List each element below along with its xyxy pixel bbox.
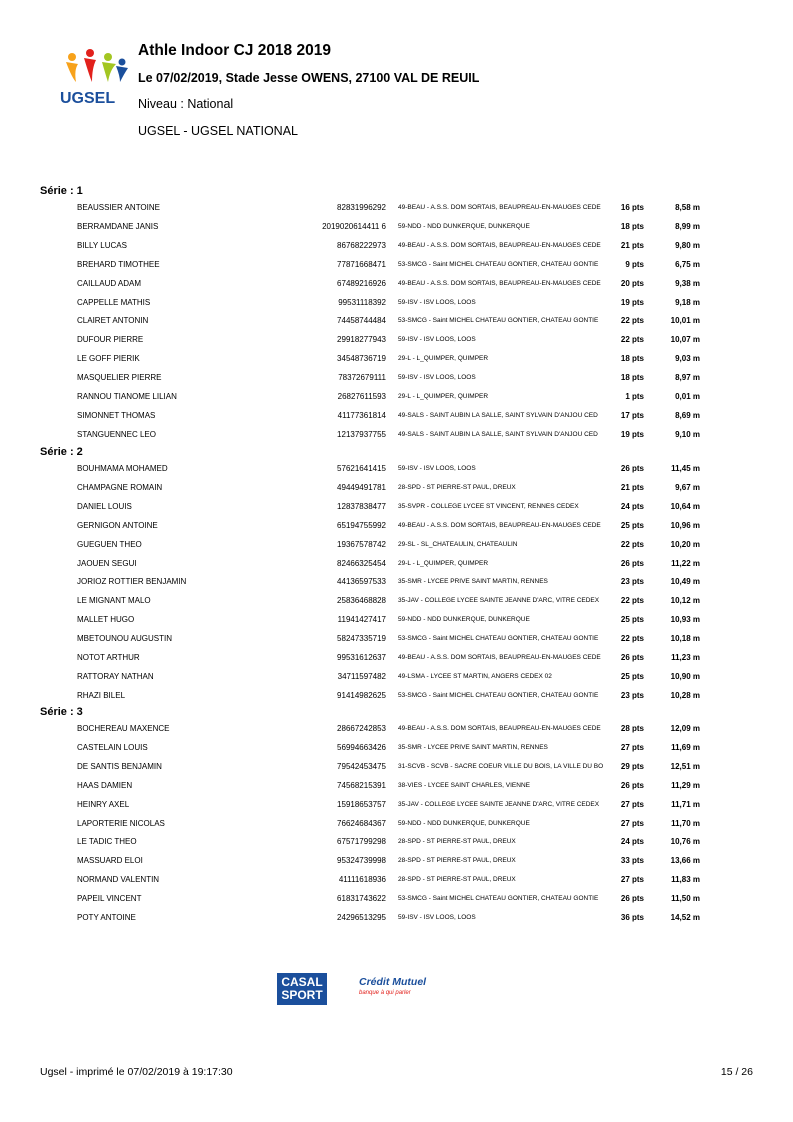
club-name: 31-SCVB - SCVB - SACRE COEUR VILLE DU BOIS, LA VILLE DU BO bbox=[398, 762, 604, 770]
event-date-venue: Le 07/02/2019, Stade Jesse OWENS, 27100 VAL DE REUIL bbox=[138, 71, 480, 85]
performance: 11,23 m bbox=[671, 653, 700, 662]
license-number: 41111618936 bbox=[338, 875, 386, 885]
result-row bbox=[0, 575, 793, 589]
club-name: 49-BEAU - A.S.S. DOM SORTAIS, BEAUPREAU-EN-MAUGES CEDE bbox=[398, 521, 601, 529]
athlete-name: MBETOUNOU AUGUSTIN bbox=[77, 634, 172, 644]
result-row bbox=[0, 689, 793, 703]
club-name: 35-JAV - COLLEGE LYCEE SAINTE JEANNE D'ARC, VITRE CEDEX bbox=[398, 800, 600, 808]
performance: 12,51 m bbox=[670, 761, 700, 771]
club-name: 53-SMCG - Saint MICHEL CHATEAU GONTIER, CHATEAU GONTIE bbox=[398, 317, 599, 325]
event-organizer: UGSEL - UGSEL NATIONAL bbox=[138, 124, 298, 138]
athlete-name: SIMONNET THOMAS bbox=[77, 410, 156, 420]
athlete-name: JAOUEN SEGUI bbox=[77, 558, 137, 568]
performance: 10,76 m bbox=[670, 837, 700, 847]
result-row bbox=[0, 817, 793, 831]
athlete-name: BOUHMAMA MOHAMED bbox=[77, 464, 168, 473]
points: 26 pts bbox=[620, 464, 644, 473]
athlete-name: BERRAMDANE JANIS bbox=[77, 221, 159, 231]
points: 25 pts bbox=[620, 671, 644, 681]
performance: 11,22 m bbox=[671, 558, 700, 568]
points: 18 pts bbox=[620, 373, 644, 383]
points: 19 pts bbox=[620, 429, 644, 439]
club-name: 38-VIES - LYCEE SAINT CHARLES, VIENNE bbox=[398, 781, 530, 789]
result-row bbox=[0, 258, 793, 272]
athlete-name: DANIEL LOUIS bbox=[77, 501, 132, 511]
performance: 11,71 m bbox=[671, 799, 700, 809]
club-name: 35-JAV - COLLEGE LYCEE SAINTE JEANNE D'ARC, VITRE CEDEX bbox=[398, 597, 600, 605]
result-row bbox=[0, 835, 793, 849]
result-row bbox=[0, 390, 793, 404]
athlete-name: HEINRY AXEL bbox=[77, 799, 130, 809]
athlete-name: STANGUENNEC LEO bbox=[77, 429, 156, 439]
result-row bbox=[0, 779, 793, 793]
points: 25 pts bbox=[620, 615, 644, 625]
result-row bbox=[0, 873, 793, 887]
result-row bbox=[0, 333, 793, 347]
result-row bbox=[0, 613, 793, 627]
license-number: 15918653757 bbox=[337, 799, 386, 809]
performance: 10,01 m bbox=[670, 316, 700, 326]
performance: 11,69 m bbox=[671, 742, 700, 752]
athlete-name: JORIOZ ROTTIER BENJAMIN bbox=[77, 577, 187, 587]
club-name: 28-SPD - ST PIERRE-ST PAUL, DREUX bbox=[398, 876, 516, 884]
result-row bbox=[0, 371, 793, 385]
club-name: 29-SL - SL_CHATEAULIN, CHATEAULIN bbox=[398, 540, 518, 548]
athlete-name: RHAZI BILEL bbox=[77, 690, 126, 700]
license-number: 28667242853 bbox=[337, 724, 386, 733]
club-name: 29-L - L_QUIMPER, QUIMPER bbox=[398, 355, 489, 363]
performance: 9,38 m bbox=[675, 278, 700, 288]
license-number: 56994663426 bbox=[337, 742, 386, 752]
result-row bbox=[0, 239, 793, 253]
result-row bbox=[0, 594, 793, 608]
points: 22 pts bbox=[620, 539, 644, 549]
license-number: 67489216926 bbox=[337, 278, 386, 288]
club-name: 28-SPD - ST PIERRE-ST PAUL, DREUX bbox=[398, 857, 516, 865]
club-name: 49-BEAU - A.S.S. DOM SORTAIS, BEAUPREAU-EN-MAUGES CEDE bbox=[398, 725, 601, 732]
athlete-name: LE GOFF PIERIK bbox=[77, 354, 140, 364]
result-row bbox=[0, 201, 793, 215]
license-number: 99531612637 bbox=[337, 653, 386, 662]
athlete-name: LE TADIC THEO bbox=[77, 837, 137, 847]
club-name: 59-ISV - ISV LOOS, LOOS bbox=[398, 336, 476, 344]
points: 24 pts bbox=[620, 501, 644, 511]
points: 27 pts bbox=[620, 799, 644, 809]
logo-figure-blue bbox=[119, 59, 126, 66]
club-name: 49-SALS - SAINT AUBIN LA SALLE, SAINT SYLVAIN D'ANJOU CED bbox=[398, 411, 598, 419]
casal-sport-logo: CASAL SPORT bbox=[277, 973, 327, 1005]
license-number: 67571799298 bbox=[337, 837, 386, 847]
license-number: 12837838477 bbox=[337, 501, 386, 511]
license-number: 74458744484 bbox=[337, 316, 386, 326]
club-name: 53-SMCG - Saint MICHEL CHATEAU GONTIER, CHATEAU GONTIE bbox=[398, 635, 599, 643]
performance: 11,70 m bbox=[671, 818, 700, 828]
club-name: 35-SVPR - COLLEGE LYCEE ST VINCENT, RENNES CEDEX bbox=[398, 502, 579, 510]
result-row bbox=[0, 352, 793, 366]
performance: 11,45 m bbox=[671, 464, 700, 473]
result-row bbox=[0, 462, 793, 476]
athlete-name: GERNIGON ANTOINE bbox=[77, 520, 158, 530]
result-row bbox=[0, 220, 793, 234]
club-name: 29-L - L_QUIMPER, QUIMPER bbox=[398, 393, 489, 400]
points: 26 pts bbox=[620, 653, 644, 662]
points: 20 pts bbox=[620, 278, 644, 288]
performance: 10,93 m bbox=[670, 615, 700, 625]
athlete-name: DUFOUR PIERRE bbox=[77, 335, 144, 345]
athlete-name: PAPEIL VINCENT bbox=[77, 894, 142, 904]
points: 19 pts bbox=[620, 297, 644, 307]
club-name: 49-SALS - SAINT AUBIN LA SALLE, SAINT SYLVAIN D'ANJOU CED bbox=[398, 430, 598, 438]
result-row bbox=[0, 632, 793, 646]
license-number: 74568215391 bbox=[337, 780, 386, 790]
performance: 8,99 m bbox=[675, 221, 700, 231]
club-name: 29-L - L_QUIMPER, QUIMPER bbox=[398, 559, 489, 567]
club-name: 35-SMR - LYCEE PRIVE SAINT MARTIN, RENNES bbox=[398, 743, 548, 751]
points: 26 pts bbox=[620, 894, 644, 904]
club-name: 49-LSMA - LYCEE ST MARTIN, ANGERS CEDEX 02 bbox=[398, 672, 552, 680]
points: 1 pts bbox=[625, 392, 644, 401]
logo-text: UGSEL bbox=[60, 90, 116, 107]
performance: 11,83 m bbox=[671, 875, 700, 885]
license-number: 25836468828 bbox=[337, 596, 386, 606]
performance: 10,07 m bbox=[670, 335, 700, 345]
license-number: 11941427417 bbox=[337, 615, 386, 625]
license-number: 2019020614411 6 bbox=[322, 221, 386, 231]
result-row bbox=[0, 538, 793, 552]
club-name: 59-ISV - ISV LOOS, LOOS bbox=[398, 298, 476, 306]
performance: 9,67 m bbox=[675, 482, 700, 492]
athlete-name: NORMAND VALENTIN bbox=[77, 875, 160, 885]
performance: 9,80 m bbox=[675, 240, 700, 250]
points: 17 pts bbox=[620, 410, 644, 420]
athlete-name: BOCHEREAU MAXENCE bbox=[77, 724, 170, 733]
performance: 10,18 m bbox=[670, 634, 700, 644]
license-number: 61831743622 bbox=[337, 894, 386, 904]
performance: 8,97 m bbox=[675, 373, 700, 383]
club-name: 53-SMCG - Saint MICHEL CHATEAU GONTIER, CHATEAU GONTIE bbox=[398, 895, 599, 903]
performance: 10,64 m bbox=[670, 501, 700, 511]
logo-figure-green bbox=[104, 53, 112, 61]
performance: 12,09 m bbox=[670, 724, 700, 733]
performance: 10,12 m bbox=[670, 596, 700, 606]
logo-figure-red bbox=[86, 49, 94, 57]
points: 27 pts bbox=[620, 742, 644, 752]
athlete-name: GUEGUEN THEO bbox=[77, 539, 142, 549]
performance: 0,01 m bbox=[675, 392, 700, 401]
license-number: 99531118392 bbox=[338, 297, 386, 307]
athlete-name: DE SANTIS BENJAMIN bbox=[77, 761, 162, 771]
points: 36 pts bbox=[620, 913, 644, 922]
club-name: 28-SPD - ST PIERRE-ST PAUL, DREUX bbox=[398, 483, 516, 491]
performance: 10,96 m bbox=[670, 520, 700, 530]
performance: 9,03 m bbox=[675, 354, 700, 364]
points: 28 pts bbox=[620, 724, 644, 733]
performance: 11,50 m bbox=[671, 894, 700, 904]
license-number: 91414982625 bbox=[337, 690, 386, 700]
points: 18 pts bbox=[620, 221, 644, 231]
club-name: 59-ISV - ISV LOOS, LOOS bbox=[398, 374, 476, 382]
performance: 8,58 m bbox=[675, 203, 700, 212]
athlete-name: NOTOT ARTHUR bbox=[77, 653, 140, 662]
license-number: 34711597482 bbox=[337, 671, 386, 681]
footer-page-number: 15 / 26 bbox=[720, 1066, 753, 1078]
logo-figure-orange bbox=[68, 53, 76, 61]
points: 26 pts bbox=[620, 780, 644, 790]
footer-print-date: Ugsel - imprimé le 07/02/2019 à 19:17:30 bbox=[40, 1066, 233, 1078]
license-number: 76624684367 bbox=[337, 818, 386, 828]
points: 24 pts bbox=[620, 837, 644, 847]
performance: 8,69 m bbox=[675, 410, 700, 420]
points: 29 pts bbox=[620, 761, 644, 771]
performance: 10,49 m bbox=[670, 577, 700, 587]
result-row bbox=[0, 911, 793, 925]
club-name: 49-BEAU - A.S.S. DOM SORTAIS, BEAUPREAU-EN-MAUGES CEDE bbox=[398, 279, 601, 287]
page-title: Athle Indoor CJ 2018 2019 bbox=[138, 42, 331, 59]
performance: 10,28 m bbox=[670, 690, 700, 700]
result-row bbox=[0, 722, 793, 736]
license-number: 12137937755 bbox=[337, 429, 386, 439]
club-name: 53-SMCG - Saint MICHEL CHATEAU GONTIER, CHATEAU GONTIE bbox=[398, 260, 599, 268]
serie-label: Série : 2 bbox=[40, 446, 83, 458]
points: 22 pts bbox=[620, 634, 644, 644]
club-name: 59-ISV - ISV LOOS, LOOS bbox=[398, 914, 476, 921]
points: 22 pts bbox=[620, 335, 644, 345]
athlete-name: CLAIRET ANTONIN bbox=[77, 316, 149, 326]
athlete-name: MALLET HUGO bbox=[77, 615, 135, 625]
result-row bbox=[0, 409, 793, 423]
license-number: 44136597533 bbox=[337, 577, 386, 587]
result-row bbox=[0, 519, 793, 533]
license-number: 49449491781 bbox=[337, 482, 386, 492]
club-name: 49-BEAU - A.S.S. DOM SORTAIS, BEAUPREAU-EN-MAUGES CEDE bbox=[398, 204, 601, 211]
club-name: 53-SMCG - Saint MICHEL CHATEAU GONTIER, CHATEAU GONTIE bbox=[398, 691, 599, 699]
license-number: 26827611593 bbox=[337, 392, 386, 401]
athlete-name: BEAUSSIER ANTOINE bbox=[77, 203, 160, 212]
performance: 6,75 m bbox=[675, 259, 700, 269]
athlete-name: LAPORTERIE NICOLAS bbox=[77, 818, 165, 828]
license-number: 78372679111 bbox=[338, 373, 386, 383]
athlete-name: MASQUELIER PIERRE bbox=[77, 373, 162, 383]
points: 21 pts bbox=[620, 240, 644, 250]
result-row bbox=[0, 557, 793, 571]
result-row bbox=[0, 670, 793, 684]
license-number: 29918277943 bbox=[337, 335, 386, 345]
result-row bbox=[0, 651, 793, 665]
points: 23 pts bbox=[620, 577, 644, 587]
athlete-name: POTY ANTOINE bbox=[77, 913, 136, 922]
athlete-name: RANNOU TIANOME LILIAN bbox=[77, 392, 177, 401]
athlete-name: CAILLAUD ADAM bbox=[77, 278, 142, 288]
result-row bbox=[0, 296, 793, 310]
performance: 11,29 m bbox=[671, 780, 700, 790]
points: 22 pts bbox=[620, 316, 644, 326]
license-number: 24296513295 bbox=[337, 913, 386, 922]
club-name: 28-SPD - ST PIERRE-ST PAUL, DREUX bbox=[398, 838, 516, 846]
performance: 13,66 m bbox=[670, 856, 700, 866]
ugsel-logo bbox=[58, 48, 130, 110]
points: 18 pts bbox=[620, 354, 644, 364]
result-row bbox=[0, 798, 793, 812]
license-number: 19367578742 bbox=[337, 539, 386, 549]
points: 33 pts bbox=[620, 856, 644, 866]
points: 22 pts bbox=[620, 596, 644, 606]
license-number: 34548736719 bbox=[337, 354, 386, 364]
points: 27 pts bbox=[620, 818, 644, 828]
license-number: 82466325454 bbox=[337, 558, 386, 568]
club-name: 59-NDD - NDD DUNKERQUE, DUNKERQUE bbox=[398, 222, 530, 230]
result-row bbox=[0, 428, 793, 442]
club-name: 59-NDD - NDD DUNKERQUE, DUNKERQUE bbox=[398, 819, 530, 827]
license-number: 79542453475 bbox=[337, 761, 386, 771]
serie-label: Série : 1 bbox=[40, 185, 83, 197]
performance: 9,18 m bbox=[675, 297, 700, 307]
athlete-name: BILLY LUCAS bbox=[77, 240, 127, 250]
performance: 14,52 m bbox=[670, 913, 700, 922]
license-number: 82831996292 bbox=[337, 203, 386, 212]
result-row bbox=[0, 760, 793, 774]
athlete-name: CASTELAIN LOUIS bbox=[77, 742, 148, 752]
serie-label: Série : 3 bbox=[40, 706, 83, 718]
athlete-name: CAPPELLE MATHIS bbox=[77, 297, 151, 307]
club-name: 35-SMR - LYCEE PRIVE SAINT MARTIN, RENNES bbox=[398, 578, 548, 586]
result-row bbox=[0, 314, 793, 328]
club-name: 49-BEAU - A.S.S. DOM SORTAIS, BEAUPREAU-EN-MAUGES CEDE bbox=[398, 654, 601, 661]
points: 23 pts bbox=[620, 690, 644, 700]
license-number: 77871668471 bbox=[337, 259, 386, 269]
result-row bbox=[0, 854, 793, 868]
result-row bbox=[0, 481, 793, 495]
points: 25 pts bbox=[620, 520, 644, 530]
result-row bbox=[0, 892, 793, 906]
club-name: 49-BEAU - A.S.S. DOM SORTAIS, BEAUPREAU-EN-MAUGES CEDE bbox=[398, 241, 601, 249]
license-number: 58247335719 bbox=[337, 634, 386, 644]
athlete-name: LE MIGNANT MALO bbox=[77, 596, 151, 606]
athlete-name: CHAMPAGNE ROMAIN bbox=[77, 482, 163, 492]
club-name: 59-NDD - NDD DUNKERQUE, DUNKERQUE bbox=[398, 616, 530, 624]
license-number: 57621641415 bbox=[337, 464, 386, 473]
athlete-name: HAAS DAMIEN bbox=[77, 780, 133, 790]
result-row bbox=[0, 741, 793, 755]
license-number: 41177361814 bbox=[337, 410, 386, 420]
points: 9 pts bbox=[625, 259, 644, 269]
points: 27 pts bbox=[620, 875, 644, 885]
credit-mutuel-logo: Crédit Mutuel banque à qui parler bbox=[359, 976, 427, 996]
performance: 10,90 m bbox=[670, 671, 700, 681]
athlete-name: BREHARD TIMOTHEE bbox=[77, 259, 160, 269]
result-row bbox=[0, 500, 793, 514]
points: 16 pts bbox=[620, 203, 644, 212]
club-name: 59-ISV - ISV LOOS, LOOS bbox=[398, 465, 476, 472]
event-level: Niveau : National bbox=[138, 97, 234, 111]
points: 21 pts bbox=[620, 482, 644, 492]
athlete-name: MASSUARD ELOI bbox=[77, 856, 143, 866]
result-row bbox=[0, 277, 793, 291]
license-number: 95324739998 bbox=[337, 856, 386, 866]
performance: 10,20 m bbox=[670, 539, 700, 549]
points: 26 pts bbox=[620, 558, 644, 568]
performance: 9,10 m bbox=[675, 429, 700, 439]
license-number: 86768222973 bbox=[337, 240, 386, 250]
license-number: 65194755992 bbox=[337, 520, 386, 530]
athlete-name: RATTORAY NATHAN bbox=[77, 671, 154, 681]
